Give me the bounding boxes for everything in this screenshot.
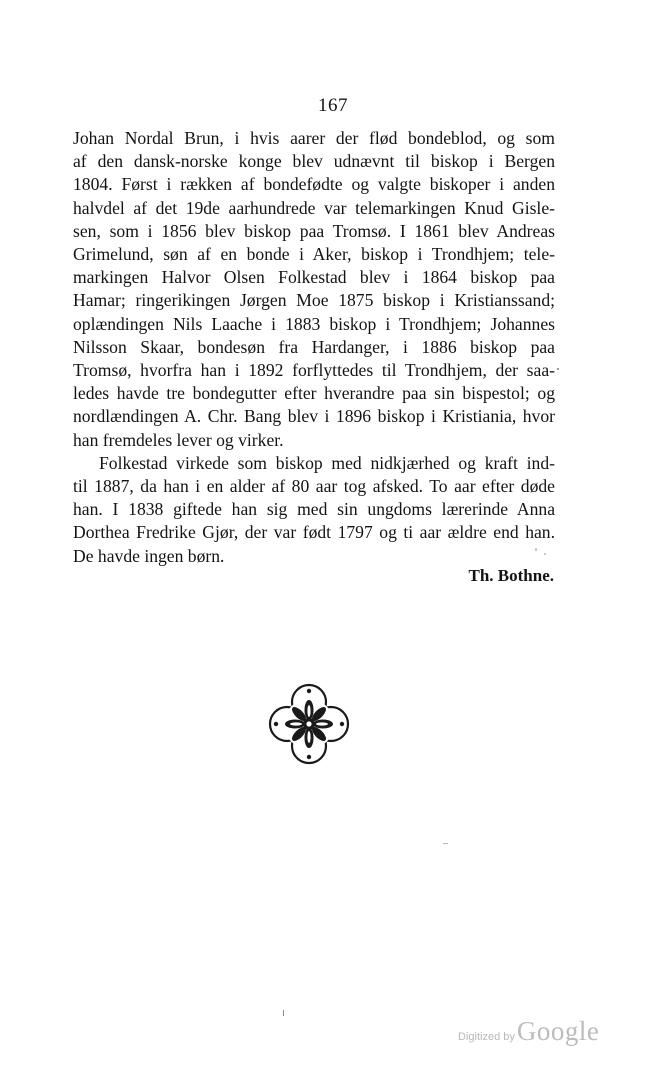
text-line: Grimelund, søn af en bonde i Aker, biskop i Trondhjem; tele-	[73, 244, 555, 265]
text-line: halvdel af det 19de aarhundrede var telemarkingen Knud Gisle-	[73, 197, 555, 218]
text-line: Johan Nordal Brun, i hvis aarer der flød bondeblod, og som	[73, 128, 555, 148]
scan-speck	[283, 1010, 284, 1016]
author-signature: Th. Bothne.	[468, 566, 554, 585]
text-line: oplændingen Nils Laache i 1883 biskop i Trondhjem; Johannes	[73, 313, 555, 334]
text-line: sen, som i 1856 blev biskop paa Tromsø. I 1861 blev Andreas	[73, 220, 555, 241]
body-text	[73, 127, 555, 568]
text-line: han fremdeles lever og virker.	[73, 429, 284, 450]
text-line: ledes havde tre bondegutter efter hverandre paa sin bispestol; og	[73, 383, 555, 404]
text-line: af den dansk-norske konge blev udnævnt til biskop i Bergen	[73, 151, 555, 172]
paragraph-1	[73, 127, 555, 452]
watermark-prefix: Digitized by	[458, 1031, 515, 1043]
scan-speck	[443, 843, 448, 844]
text-line: Folkestad virkede som biskop med nidkjærhed og kraft ind-	[99, 452, 555, 473]
text-line: nordlændingen A. Chr. Bang blev i 1896 biskop i Kristiania, hvor	[73, 406, 555, 427]
quatrefoil-flower-ornament-icon	[265, 680, 353, 768]
page-number: 167	[318, 95, 348, 116]
text-line: De havde ingen børn.	[73, 545, 225, 566]
digitization-watermark	[458, 1016, 599, 1047]
text-line: til 1887, da han i en alder af 80 aar tog afsked. To aar efter døde	[73, 476, 555, 497]
text-line: Tromsø, hvorfra han i 1892 forflyttedes til Trondhjem, der saa-	[73, 360, 555, 381]
text-line: 1804. Først i rækken af bondefødte og valgte biskoper i anden	[73, 174, 555, 195]
scan-speck	[544, 553, 546, 555]
text-line: markingen Halvor Olsen Folkestad blev i 1864 biskop paa	[73, 267, 555, 288]
scan-speck	[535, 548, 537, 551]
paragraph-2	[73, 452, 555, 568]
scan-speck	[557, 368, 559, 370]
text-line: Dorthea Fredrike Gjør, der var født 1797 og ti aar ældre end han.	[73, 522, 555, 543]
text-line: Hamar; ringerikingen Jørgen Moe 1875 biskop i Kristianssand;	[73, 290, 555, 311]
text-line: Nilsson Skaar, bondesøn fra Hardanger, i 1886 biskop paa	[73, 336, 555, 357]
text-line: han. I 1838 giftede han sig med sin ungdoms lærerinde Anna	[73, 499, 555, 520]
google-logo: Google	[516, 1016, 600, 1046]
